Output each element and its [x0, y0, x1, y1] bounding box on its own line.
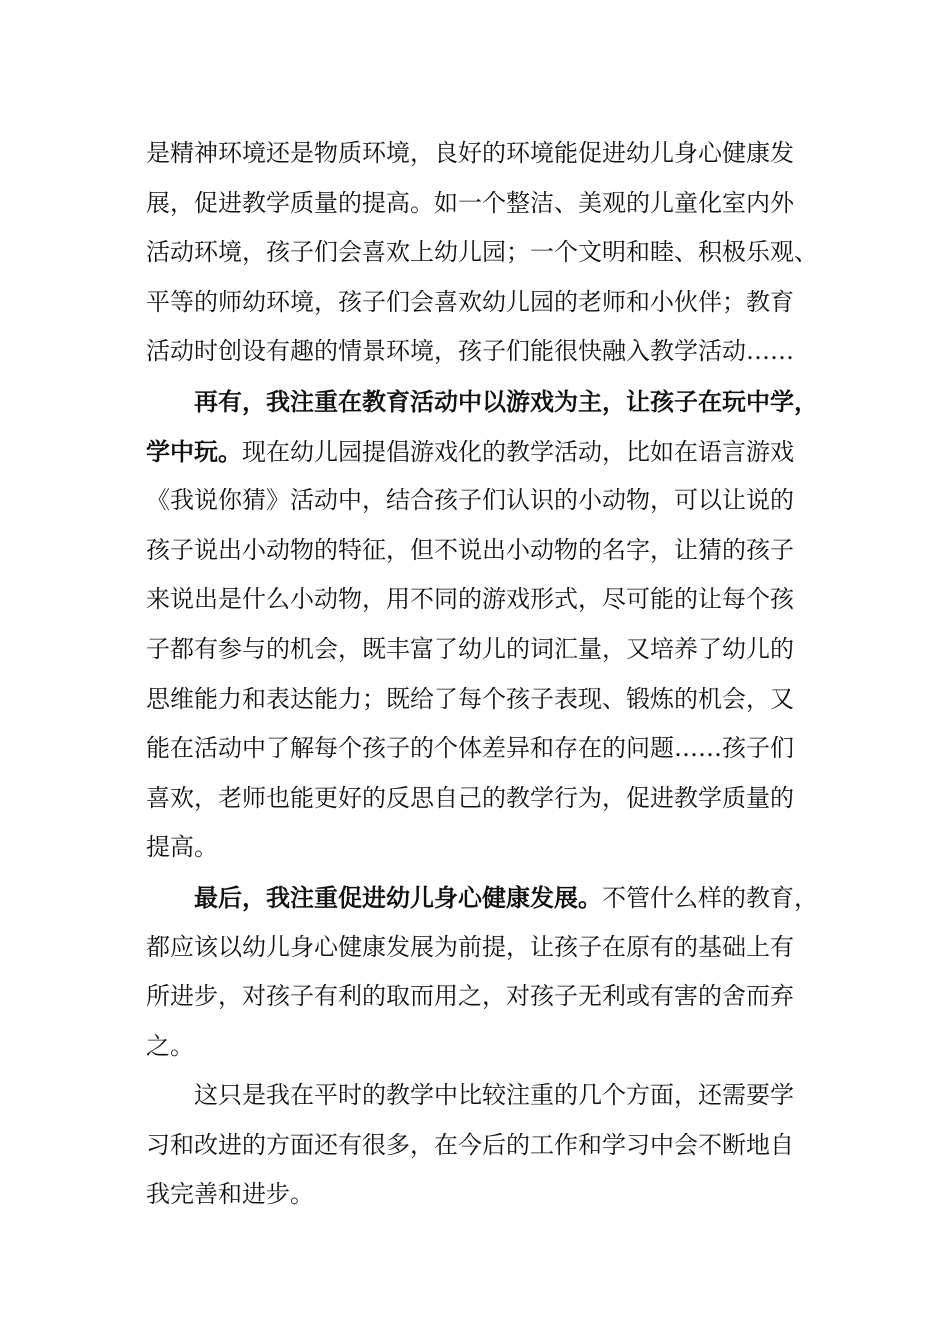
line-rest: 现在幼儿园提倡游戏化的教学活动，比如在语言游戏 — [242, 437, 794, 466]
text-line: 提高。 — [146, 833, 218, 862]
text-line: 子都有参与的机会，既丰富了幼儿的词汇量，又培养了幼儿的 — [146, 634, 794, 663]
text-line: 习和改进的方面还有很多，在今后的工作和学习中会不断地自 — [146, 1130, 794, 1159]
text-line: 活动环境，孩子们会喜欢上幼儿园；一个文明和睦、积极乐观、 — [146, 238, 818, 267]
paragraph-games — [146, 377, 818, 873]
text-line: 是精神环境还是物质环境，良好的环境能促进幼儿身心健康发 — [146, 139, 794, 167]
bold-phrase: 最后，我注重促进幼儿身心健康发展。 — [194, 882, 602, 912]
text-line: 都应该以幼儿身心健康发展为前提，让孩子在原有的基础上有 — [146, 932, 794, 961]
text-line: 平等的师幼环境，孩子们会喜欢幼儿园的老师和小伙伴；教育 — [146, 287, 794, 316]
text-line — [146, 427, 806, 477]
text-line: 活动时创设有趣的情景环境，孩子们能很快融入教学活动…… — [146, 337, 794, 366]
text-line: 我完善和进步。 — [146, 1180, 314, 1209]
text-line: 所进步，对孩子有利的取而用之，对孩子无利或有害的舍而弃 — [146, 982, 794, 1011]
text-line: 展，促进教学质量的提高。如一个整洁、美观的儿童化室内外 — [146, 188, 794, 217]
text-line — [146, 873, 818, 923]
text-line: 能在活动中了解每个孩子的个体差异和存在的问题……孩子们 — [146, 734, 794, 763]
paragraph-environment — [146, 129, 818, 377]
paragraph-health — [146, 873, 818, 1071]
text-line: 之。 — [146, 1031, 194, 1060]
text-line: 来说出是什么小动物，用不同的游戏形式，尽可能的让每个孩 — [146, 585, 794, 614]
document-body — [146, 129, 818, 1220]
paragraph-conclusion — [146, 1071, 806, 1220]
bold-phrase: 学中玩。 — [146, 436, 242, 466]
text-line: 孩子说出小动物的特征，但不说出小动物的名字，让猜的孩子 — [146, 535, 794, 564]
text-line: 《我说你猜》活动中，结合孩子们认识的小动物，可以让说的 — [146, 486, 794, 515]
text-line: 这只是我在平时的教学中比较注重的几个方面，还需要学 — [194, 1081, 794, 1110]
text-line-heading: 再有，我注重在教育活动中以游戏为主，让孩子在玩中学， — [194, 386, 818, 416]
text-line: 思维能力和表达能力；既给了每个孩子表现、锻炼的机会，又 — [146, 684, 794, 713]
text-line: 喜欢，老师也能更好的反思自己的教学行为，促进教学质量的 — [146, 783, 794, 812]
line-rest: 不管什么样的教育， — [602, 883, 818, 912]
